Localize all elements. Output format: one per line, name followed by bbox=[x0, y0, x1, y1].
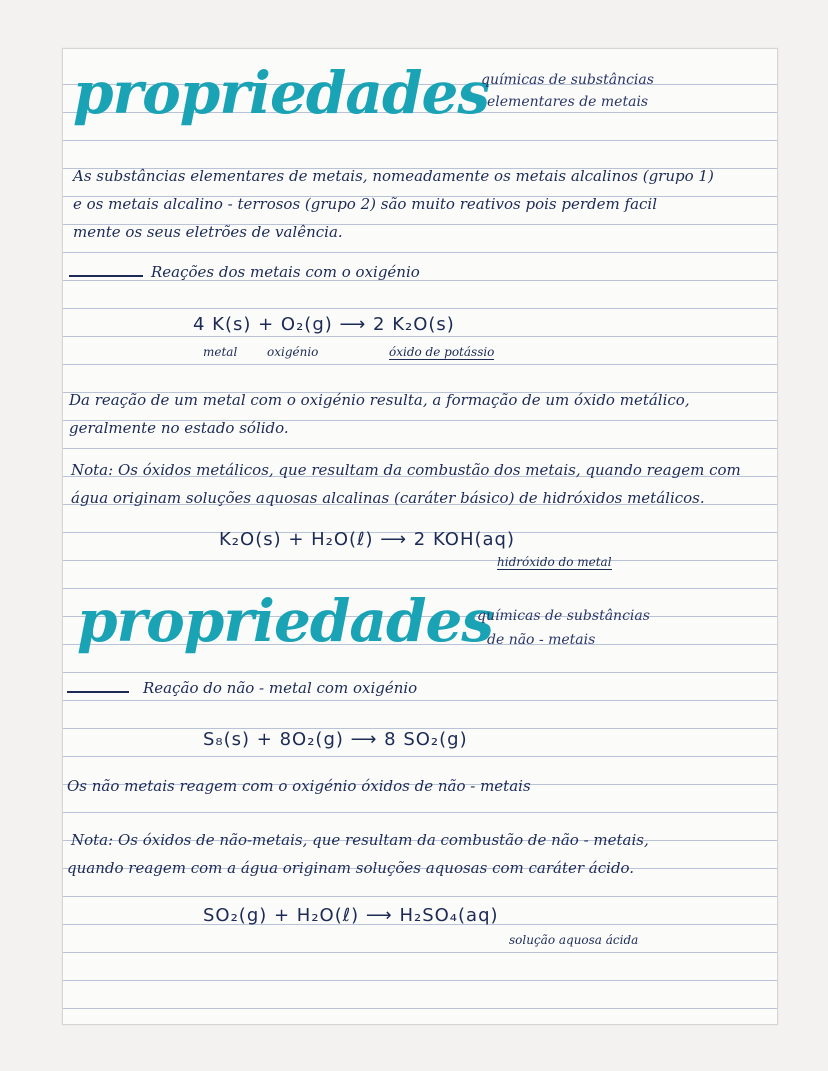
section2-subtitle-line2: de não - metais bbox=[487, 632, 596, 648]
section2-title: propriedades bbox=[77, 587, 494, 655]
section1-intro-line2: e os metais alcalino - terrosos (grupo 2) são muito reativos pois perdem facil bbox=[73, 195, 658, 213]
section2-para-line1: Os não metais reagem com o oxigénio óxidos de não - metais bbox=[67, 777, 531, 795]
label-metal: metal bbox=[203, 345, 238, 359]
section2-note-line1: Nota: Os óxidos de não-metais, que resultam da combustão de não - metais, bbox=[71, 831, 649, 849]
section1-intro-line1: As substâncias elementares de metais, nomeadamente os metais alcalinos (grupo 1) bbox=[73, 167, 714, 185]
section1-title: propriedades bbox=[73, 59, 490, 127]
section1-para-line2: geralmente no estado sólido. bbox=[69, 419, 289, 437]
section2-subtitle-line1: químicas de substâncias bbox=[477, 608, 650, 624]
section1-subtitle-line1: químicas de substâncias bbox=[481, 72, 654, 88]
section2-equation2: SO₂(g) + H₂O(ℓ) ⟶ H₂SO₄(aq) bbox=[203, 905, 499, 926]
section1-equation1: 4 K(s) + O₂(g) ⟶ 2 K₂O(s) bbox=[193, 314, 455, 335]
section1-note-line2: água originam soluções aquosas alcalinas (caráter básico) de hidróxidos metálicos. bbox=[71, 489, 705, 507]
section1-equation2: K₂O(s) + H₂O(ℓ) ⟶ 2 KOH(aq) bbox=[219, 529, 515, 550]
label-acid-solution: solução aquosa ácida bbox=[509, 933, 639, 947]
label-hydroxide: hidróxido do metal bbox=[497, 555, 612, 569]
heading-dash-2 bbox=[67, 691, 129, 693]
section1-para-line1: Da reação de um metal com o oxigénio resulta, a formação de um óxido metálico, bbox=[69, 391, 690, 409]
section2-equation1: S₈(s) + 8O₂(g) ⟶ 8 SO₂(g) bbox=[203, 729, 468, 750]
section1-heading: Reações dos metais com o oxigénio bbox=[151, 263, 420, 281]
section2-note-line2: quando reagem com a água originam soluções aquosas com caráter ácido. bbox=[67, 859, 635, 877]
heading-dash bbox=[69, 275, 143, 277]
label-potassium-oxide: óxido de potássio bbox=[389, 345, 495, 359]
label-oxygen: oxigénio bbox=[267, 345, 319, 359]
section2-heading: Reação do não - metal com oxigénio bbox=[143, 679, 418, 697]
section1-subtitle-line2: elementares de metais bbox=[487, 94, 649, 110]
section1-note-line1: Nota: Os óxidos metálicos, que resultam da combustão dos metais, quando reagem com bbox=[71, 461, 741, 479]
section1-intro-line3: mente os seus eletrões de valência. bbox=[73, 223, 343, 241]
notebook-page bbox=[62, 48, 778, 1025]
